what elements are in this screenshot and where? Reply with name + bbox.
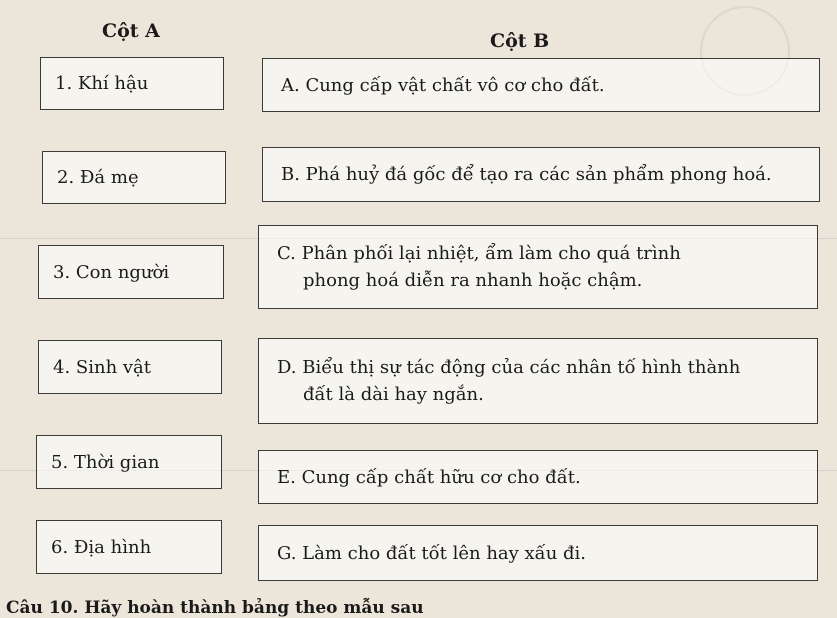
column-a-item xyxy=(42,151,226,204)
column-a-item-label: 3. Con người xyxy=(53,261,170,283)
column-a-item-label: 2. Đá mẹ xyxy=(57,167,139,188)
column-a-item-label: 6. Địa hình xyxy=(51,536,152,558)
column-b-item xyxy=(258,338,818,424)
column-b-item-text: A. Cung cấp vật chất vô cơ cho đất. xyxy=(281,74,605,96)
column-a-item xyxy=(36,520,222,574)
column-a-item xyxy=(38,340,222,394)
column-a-item xyxy=(36,435,222,489)
column-b-item xyxy=(262,147,820,202)
column-a-item xyxy=(38,245,224,299)
column-a-header: Cột A xyxy=(102,20,160,42)
column-a-item xyxy=(40,57,224,110)
column-b-item-line2: đất là dài hay ngắn. xyxy=(303,384,484,405)
column-b-item-text xyxy=(277,354,740,408)
column-a-item-label: 1. Khí hậu xyxy=(55,73,149,94)
column-b-item-text: B. Phá huỷ đá gốc để tạo ra các sản phẩm phong hoá. xyxy=(281,164,772,185)
column-b-item-text: G. Làm cho đất tốt lên hay xấu đi. xyxy=(277,542,587,564)
column-b-item-text xyxy=(277,240,681,294)
column-b-item xyxy=(258,450,818,504)
column-b-item-text: E. Cung cấp chất hữu cơ cho đất. xyxy=(277,466,581,488)
column-b-item-line1: D. Biểu thị sự tác động của các nhân tố hình thành xyxy=(277,357,741,378)
column-b-item-line1: C. Phân phối lại nhiệt, ẩm làm cho quá trình xyxy=(277,243,681,264)
column-b-item xyxy=(262,58,820,112)
column-a-item-label: 5. Thời gian xyxy=(51,451,160,473)
column-b-item-line2: phong hoá diễn ra nhanh hoặc chậm. xyxy=(303,270,643,291)
column-a-item-label: 4. Sinh vật xyxy=(53,356,152,378)
column-b-item xyxy=(258,525,818,581)
column-b-header: Cột B xyxy=(490,30,550,52)
column-b-item xyxy=(258,225,818,309)
next-question-text: Câu 10. Hãy hoàn thành bảng theo mẫu sau xyxy=(6,598,424,618)
